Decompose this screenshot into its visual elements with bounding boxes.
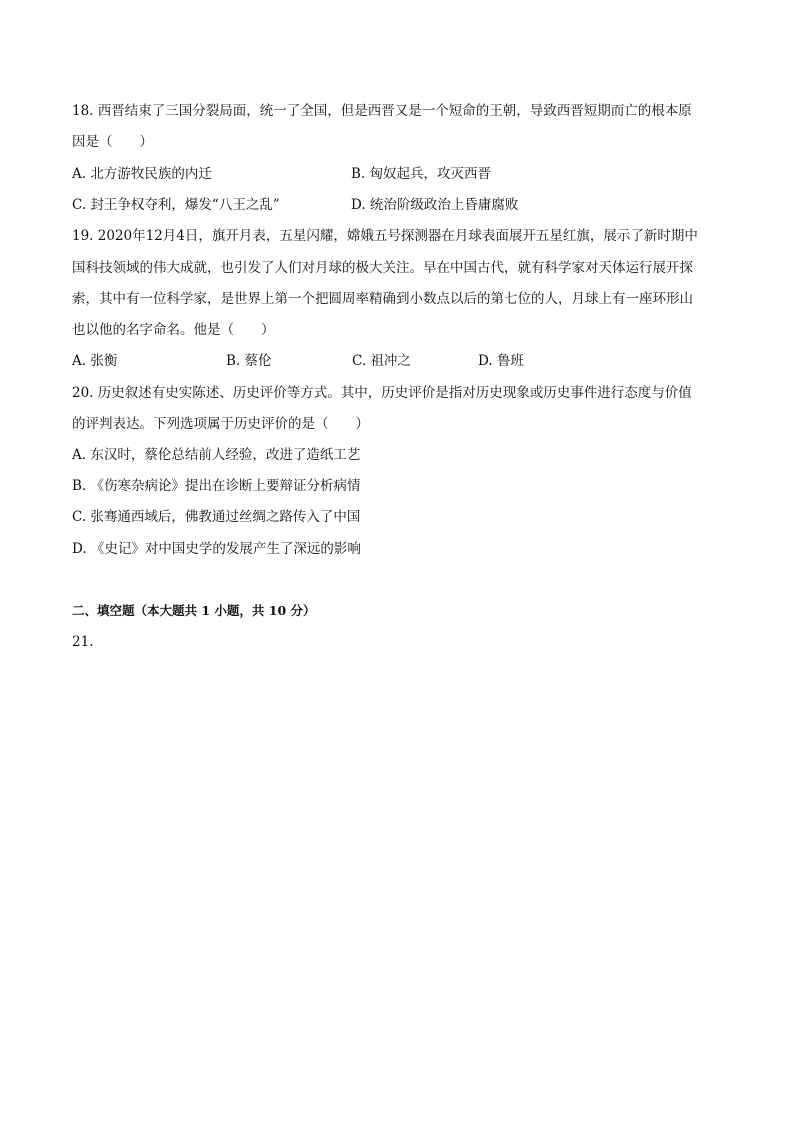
question-18-option-b: B. 匈奴起兵，攻灭西晋	[351, 166, 492, 182]
question-20-option-b: B. 《伤寒杂病论》提出在诊断上要辩证分析病情	[72, 478, 361, 494]
question-18-stem-line-1: 18. 西晋结束了三国分裂局面，统一了全国，但是西晋又是一个短命的王朝，导致西晋短期而亡的根本原	[72, 103, 692, 119]
question-19-option-c: C. 祖冲之	[352, 353, 411, 369]
question-19-option-a: A. 张衡	[72, 353, 118, 369]
question-19-stem-line-2: 国科技领域的伟大成就，也引发了人们对月球的极大关注。早在中国古代，就有科学家对天体运行展开探	[72, 260, 693, 276]
question-18-option-d: D. 统治阶级政治上昏庸腐败	[351, 197, 519, 213]
question-18-stem-line-2: 因是（ ）	[72, 134, 153, 150]
question-21-label: 21.	[72, 634, 94, 650]
question-20-option-d: D. 《史记》对中国史学的发展产生了深远的影响	[72, 541, 361, 557]
question-18-option-a: A. 北方游牧民族的内迁	[72, 166, 212, 182]
question-19-stem-line-4: 也以他的名字命名。他是（ ）	[72, 322, 275, 338]
question-20-option-a: A. 东汉时，蔡伦总结前人经验，改进了造纸工艺	[72, 447, 361, 463]
question-19-option-b: B. 蔡伦	[226, 353, 272, 369]
section-2-title: 二、填空题（本大题共 1 小题，共 10 分）	[72, 603, 316, 618]
question-20-stem-line-2: 的评判表达。下列选项属于历史评价的是（ ）	[72, 416, 369, 432]
question-19-stem-line-1: 19. 2020年12月4日，旗开月表，五星闪耀，嫦娥五号探测器在月球表面展开五星红旗，展示了新时期中	[72, 228, 698, 244]
question-18-option-c: C. 封王争权夺利，爆发“八王之乱”	[72, 197, 280, 213]
question-19-option-d: D. 鲁班	[478, 353, 524, 369]
question-19-stem-line-3: 索，其中有一位科学家，是世界上第一个把圆周率精确到小数点以后的第七位的人，月球上有一座环形山	[72, 291, 693, 307]
question-20-option-c: C. 张骞通西域后，佛教通过丝绸之路传入了中国	[72, 509, 361, 525]
question-20-stem-line-1: 20. 历史叙述有史实陈述、历史评价等方式。其中，历史评价是指对历史现象或历史事件进行态度与价值	[72, 385, 692, 401]
